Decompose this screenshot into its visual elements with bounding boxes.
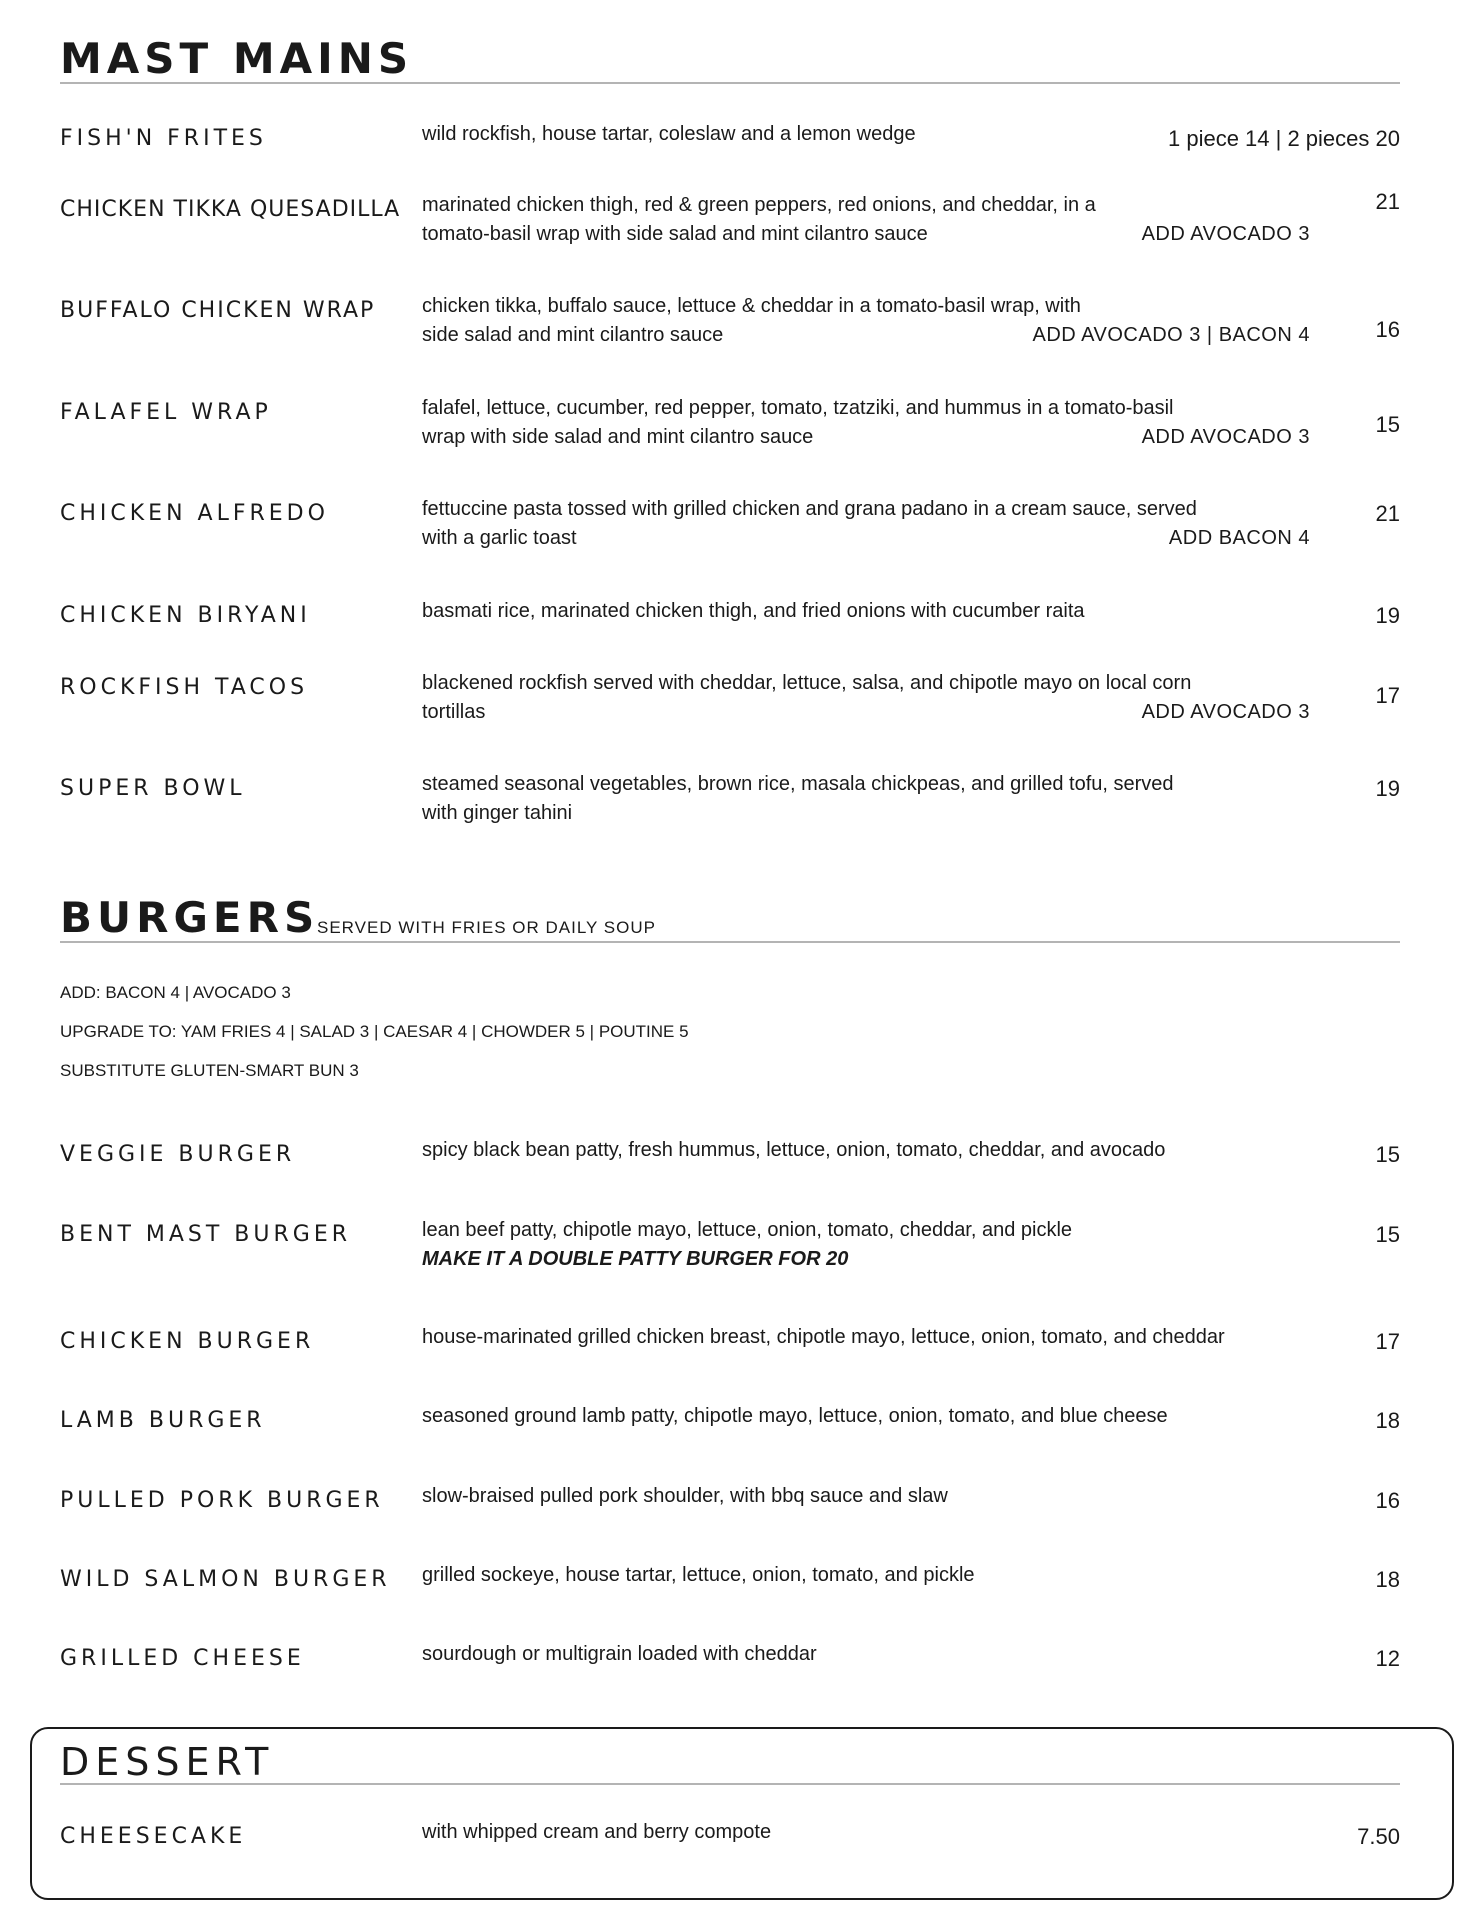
item-name: WILD SALMON BURGER <box>60 1567 391 1592</box>
item-description-line <box>422 423 1310 452</box>
item-name: CHICKEN ALFREDO <box>60 501 329 526</box>
item-price: 1 piece 14 | 2 pieces 20 <box>1168 126 1400 151</box>
item-price: 19 <box>1375 776 1400 801</box>
item-description-line: blackened rockfish served with cheddar, lettuce, salsa, and chipotle mayo on local corn <box>422 672 1192 694</box>
item-description-line <box>422 698 1310 727</box>
item-price: 16 <box>1375 317 1400 342</box>
item-name: CHEESECAKE <box>60 1824 247 1849</box>
item-description <box>422 669 1310 727</box>
item-description-line: lean beef patty, chipotle mayo, lettuce, onion, tomato, cheddar, and pickle <box>422 1219 1073 1241</box>
item-addon: ADD AVOCADO 3 <box>1141 701 1310 723</box>
item-description <box>422 191 1310 249</box>
mast-mains-header <box>60 34 1400 84</box>
item-price: 15 <box>1375 412 1400 437</box>
item-description: grilled sockeye, house tartar, lettuce, onion, tomato, and pickle <box>422 1564 975 1586</box>
item-name: ROCKFISH TACOS <box>60 675 309 700</box>
item-description-line <box>422 220 1310 249</box>
item-description: basmati rice, marinated chicken thigh, and fried onions with cucumber raita <box>422 600 1085 622</box>
item-description: wild rockfish, house tartar, coleslaw and a lemon wedge <box>422 123 916 145</box>
item-description <box>422 394 1310 452</box>
burgers-title: BURGERS <box>60 893 320 942</box>
item-price: 21 <box>1375 501 1400 526</box>
item-addon: ADD AVOCADO 3 <box>1141 223 1310 245</box>
item-name: CHICKEN TIKKA QUESADILLA <box>60 197 401 222</box>
item-description-text: with a garlic toast <box>422 527 577 549</box>
item-description: seasoned ground lamb patty, chipotle mayo, lettuce, onion, tomato, and blue cheese <box>422 1405 1168 1427</box>
item-price: 15 <box>1375 1142 1400 1167</box>
item-description-line: steamed seasonal vegetables, brown rice, masala chickpeas, and grilled tofu, served <box>422 773 1174 795</box>
burgers-header <box>60 893 1400 943</box>
item-description-line: marinated chicken thigh, red & green peppers, red onions, and cheddar, in a <box>422 194 1096 216</box>
item-name: FISH'N FRITES <box>60 126 267 151</box>
item-name: CHICKEN BURGER <box>60 1329 315 1354</box>
item-name: CHICKEN BIRYANI <box>60 603 311 628</box>
item-description: sourdough or multigrain loaded with cheddar <box>422 1643 817 1665</box>
item-description-text: tortillas <box>422 701 486 723</box>
item-price: 17 <box>1375 1329 1400 1354</box>
item-description-line <box>422 524 1310 553</box>
item-description-line: chicken tikka, buffalo sauce, lettuce & cheddar in a tomato-basil wrap, with <box>422 295 1081 317</box>
item-name: VEGGIE BURGER <box>60 1142 296 1167</box>
item-name: FALAFEL WRAP <box>60 400 272 425</box>
burgers-subtitle: SERVED WITH FRIES OR DAILY SOUP <box>317 918 656 937</box>
item-description-line: fettuccine pasta tossed with grilled chicken and grana padano in a cream sauce, served <box>422 498 1197 520</box>
item-description <box>422 495 1310 553</box>
item-name: GRILLED CHEESE <box>60 1646 305 1671</box>
item-price: 18 <box>1375 1408 1400 1433</box>
item-price: 18 <box>1375 1567 1400 1592</box>
mast-mains-title: MAST MAINS <box>60 34 414 83</box>
item-description-text: tomato-basil wrap with side salad and mint cilantro sauce <box>422 223 928 245</box>
dessert-title: DESSERT <box>60 1740 275 1784</box>
item-price: 12 <box>1375 1646 1400 1671</box>
item-description <box>422 1216 1310 1274</box>
item-description: spicy black bean patty, fresh hummus, lettuce, onion, tomato, cheddar, and avocado <box>422 1139 1166 1161</box>
dessert-header <box>60 1735 1400 1785</box>
burger-note: UPGRADE TO: YAM FRIES 4 | SALAD 3 | CAESAR 4 | CHOWDER 5 | POUTINE 5 <box>60 1022 689 1041</box>
item-price: 15 <box>1375 1222 1400 1247</box>
item-description <box>422 292 1310 350</box>
burger-note: SUBSTITUTE GLUTEN-SMART BUN 3 <box>60 1061 359 1080</box>
item-description-line: falafel, lettuce, cucumber, red pepper, tomato, tzatziki, and hummus in a tomato-basil <box>422 397 1174 419</box>
item-price: 7.50 <box>1357 1824 1400 1849</box>
item-name: PULLED PORK BURGER <box>60 1488 384 1513</box>
item-description: house-marinated grilled chicken breast, chipotle mayo, lettuce, onion, tomato, and cheddar <box>422 1326 1225 1348</box>
item-addon: ADD AVOCADO 3 <box>1141 426 1310 448</box>
item-description-line <box>422 321 1310 350</box>
item-price: 17 <box>1375 683 1400 708</box>
item-description-text: side salad and mint cilantro sauce <box>422 324 724 346</box>
item-price: 21 <box>1375 189 1400 214</box>
item-addon: ADD BACON 4 <box>1168 527 1310 549</box>
item-description <box>422 770 1310 828</box>
item-description: slow-braised pulled pork shoulder, with bbq sauce and slaw <box>422 1485 948 1507</box>
item-addon: ADD AVOCADO 3 | BACON 4 <box>1032 324 1310 346</box>
item-name: SUPER BOWL <box>60 776 246 801</box>
burger-notes <box>60 983 689 1100</box>
burger-note: ADD: BACON 4 | AVOCADO 3 <box>60 983 291 1002</box>
item-description-line: with ginger tahini <box>422 802 573 824</box>
item-name: BUFFALO CHICKEN WRAP <box>60 298 376 323</box>
item-price: 16 <box>1375 1488 1400 1513</box>
item-description-text: wrap with side salad and mint cilantro sauce <box>422 426 814 448</box>
item-description: with whipped cream and berry compote <box>422 1821 772 1843</box>
item-name: BENT MAST BURGER <box>60 1222 352 1247</box>
item-price: 19 <box>1375 603 1400 628</box>
item-name: LAMB BURGER <box>60 1408 266 1433</box>
item-special-note: MAKE IT A DOUBLE PATTY BURGER FOR 20 <box>422 1248 849 1270</box>
